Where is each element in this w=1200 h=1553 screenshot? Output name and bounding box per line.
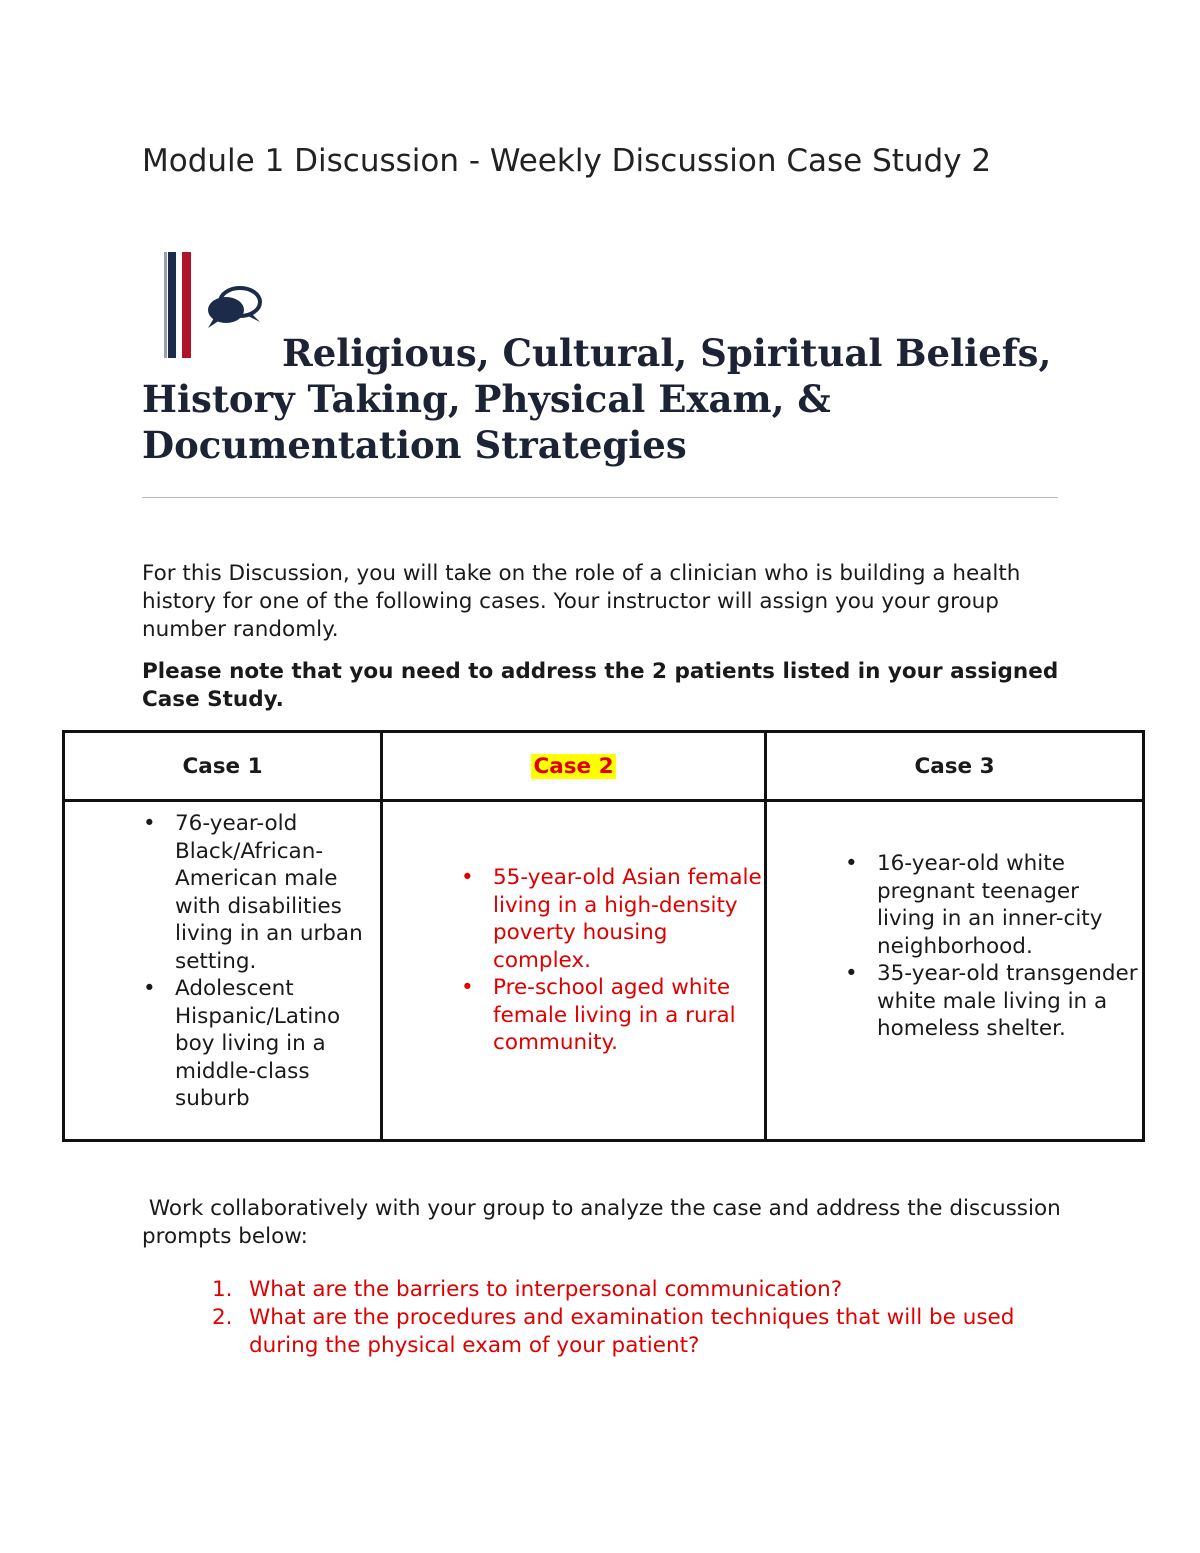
prompt-number: 2. [212, 1305, 233, 1330]
list-item: • Adolescent Hispanic/Latino boy living in a middle-class suburb [65, 975, 380, 1113]
case-2-label: Case 2 [533, 753, 614, 779]
prompt-item [142, 1304, 1062, 1360]
list-item: • 55-year-old Asian female living in a high-density poverty housing complex. [383, 864, 764, 974]
document-title: Module 1 Discussion - Weekly Discussion Case Study 2 [142, 143, 992, 179]
intro-paragraph: For this Discussion, you will take on the role of a clinician who is building a health history for one of the following cases. Your instructor will assign you your group number randomly. [142, 561, 1021, 642]
cases-table [62, 730, 1145, 1142]
discussion-prompts [142, 1276, 1062, 1360]
table-header-row [64, 732, 1144, 801]
case-3-list [767, 802, 1142, 1043]
case-1-header [64, 732, 382, 801]
case-2-cell [382, 801, 766, 1141]
work-text: Work collaboratively with your group to analyze the case and address the discussion prompts below: [142, 1196, 1061, 1249]
divider [142, 497, 1058, 498]
prompt-text: What are the procedures and examination techniques that will be used during the physical exam of your patient? [249, 1305, 1015, 1358]
prompt-text: What are the barriers to interpersonal communication? [249, 1277, 843, 1302]
case-1-list [65, 802, 380, 1113]
list-item: • 76-year-old Black/African-American male with disabilities living in an urban setting. [65, 810, 380, 975]
table-row [64, 801, 1144, 1141]
section-heading: Religious, Cultural, Spiritual Beliefs, History Taking, Physical Exam, & Documentation Strategies [142, 331, 1052, 467]
case-2-header [382, 732, 766, 801]
case-2-list [383, 802, 764, 1057]
case-1-label: Case 1 [182, 753, 263, 779]
list-item: • 16-year-old white pregnant teenager living in an inner-city neighborhood. [767, 850, 1142, 960]
list-item: • 35-year-old transgender white male living in a homeless shelter. [767, 960, 1142, 1043]
note-paragraph: Please note that you need to address the 2 patients listed in your assigned Case Study. [142, 659, 1059, 712]
prompt-item [142, 1276, 1062, 1304]
case-3-label: Case 3 [914, 753, 995, 779]
case-3-cell [766, 801, 1144, 1141]
case-1-cell [64, 801, 382, 1141]
work-paragraph [142, 1195, 1062, 1251]
case-3-header [766, 732, 1144, 801]
prompt-number: 1. [212, 1277, 233, 1302]
list-item: • Pre-school aged white female living in a rural community. [383, 974, 764, 1057]
